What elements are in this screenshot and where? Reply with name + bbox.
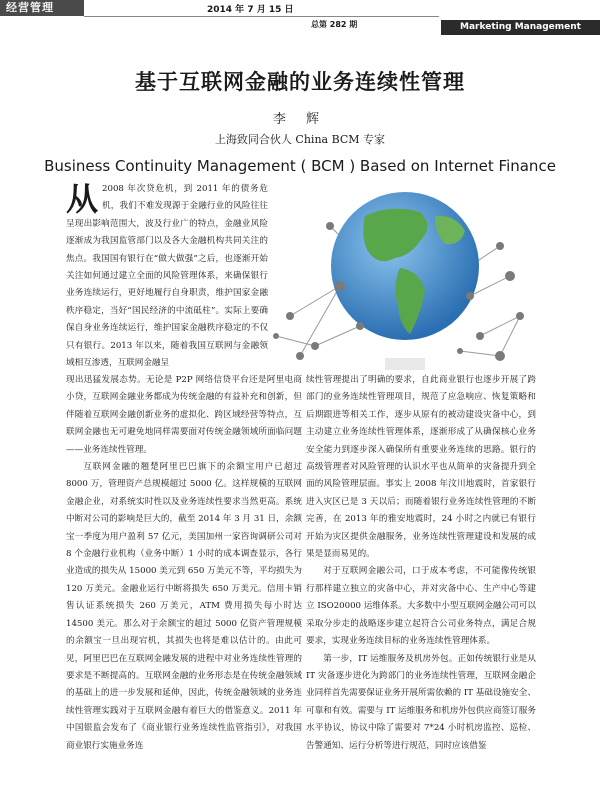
left-column (66, 372, 302, 755)
header-divider (84, 16, 439, 17)
author-name: 李 辉 (272, 112, 328, 127)
right-paragraph-2: 对于互联网金融公司，口于成本考虑，不可能像传统银行那样建立独立的灾备中心，并对灾备中心、生产中心等建立 ISO20000 运维体系。大多数中小型互联网金融公司可以采取分步走的战略逐步建立起符合公司业务特点，满足合规要求，实现业务连续目标的业务连续性管理体系。 (306, 566, 536, 647)
column-badge: 经营管理 (0, 0, 84, 16)
issue-date: 2014 年 7 月 15 日 (207, 5, 294, 15)
right-column (306, 372, 536, 755)
english-title: Business Continuity Management ( BCM ) Based on Internet Finance (44, 157, 556, 175)
issue-number: 总第 282 期 (311, 20, 358, 29)
left-paragraph-1: 现出迅猛发展态势。无论是 P2P 网络信贷平台还是阿里电商小贷，互联网金融业务都成为传统金融的有益补充和创新，但伴随着互联网金融创新业务的虚拟化、跨区域经营等特点，互联网金融也无可避免地同样需要面对传统金融领域所面临问题——业务连续性管理。 (66, 375, 302, 455)
globe-illustration (270, 186, 538, 370)
dropcap: 从 (66, 180, 99, 218)
intro-paragraph (66, 181, 268, 372)
intro-text: 2008 年次贷危机，到 2011 年的债务危机，我们不难发现源于金融行业的风险往往呈现出影响范围大，波及行业广的特点，金融业风险逐渐成为我国监管部门以及各大金融机构共同关注的焦点。我国国有银行在“做大做强”之后，也逐渐开始关注如何通过建立全面的风险管理体系，来确保银行业务连续运行，更好地履行自身职责，维护国家金融秩序稳定，当好“国民经济的中流砥柱”。实际上要确保自身业务连续运行，维护国家金融秩序稳定的不仅只有银行。2013 年以来，随着我国互联网与金融领域相互渗透，互联网金融呈 (66, 184, 268, 369)
right-paragraph-1: 续性管理提出了明确的要求，自此商业银行也逐步开展了跨部门的业务连续性管理项目，规范了应急响应、恢复策略和后期跟进等相关工作，逐步从原有的被动建设灾备中心，到主动建立业务连续性管理体系，逐渐形成了从确保核心业务安全能力到逐步深入确保所有重要业务连续的思路。银行的高级管理者对风险管理的认识水平也从简单的灾备提升到全面的风险管理层面。事实上 2008 年汶川地震时，首家银行进入灾区已是 3 天以后；而随着银行业务连续性管理的不断完善，在 2013 年的雅安地震时，24 小时之内就已有银行开始为灾区提供金融服务，业务连续性管理建设和发展的成果是显而易见的。 (306, 375, 536, 560)
author-affiliation: 上海致同合伙人 China BCM 专家 (214, 133, 386, 146)
right-paragraph-3: 第一步，IT 运维服务及机房外包。正如传统银行业是从 IT 灾备逐步进化为跨部门的业务连续性管理，互联网金融企业同样首先需要保证业务开展所需依赖的 IT 基础设施安全、可靠和有效。需要与 IT 运维服务和机房外包供应商签订服务水平协议，协议中除了需要对 7*24 小时机房监控、巡检、告警通知、运行分析等进行规范，同时应该借鉴 (306, 653, 536, 751)
network-device (385, 358, 425, 370)
left-paragraph-2: 互联网金融的翘楚阿里巴巴旗下的余额宝用户已超过 8000 万，管理资产总规模超过 5000 亿。这样规模的互联网金融企业，对系统实时性以及业务连续性要求当然更高。系统中断对公司的影响是巨大的，截至 2014 年 3 月 31 日，余额宝一季度为用户盈利 57 亿元，美国加州一家咨询调研公司对 8 个金融行业机构（业务中断）1 小时的成本调查显示，各行业造成的损失从 15000 美元到 650 万美元不等，平均损失为 120 万美元。金融业运行中断将损失 650 万美元。信用卡销售认证系统损失 260 万美元，ATM 费用损失每小时达 14500 美元。那么对于余额宝的超过 5000 亿资产管理规模的余额宝一旦出现宕机，其损失也将是难以估计的。由此可见，阿里巴巴在互联网金融发展的进程中对业务连续性管理的要求是不断提高的。互联网金融的业务形态是在传统金融领域的基础上的进一步发展和延伸，因此，传统金融领域的业务连续性管理实践对于互联网金融有着巨大的借鉴意义。2011 年中国银监会发布了《商业银行业务连续性监管指引》，对我国商业银行实施业务连 (66, 462, 302, 751)
section-badge: Marketing Management (441, 20, 600, 35)
article-title: 基于互联网金融的业务连续性管理 (135, 70, 465, 94)
intro-column (66, 181, 268, 372)
